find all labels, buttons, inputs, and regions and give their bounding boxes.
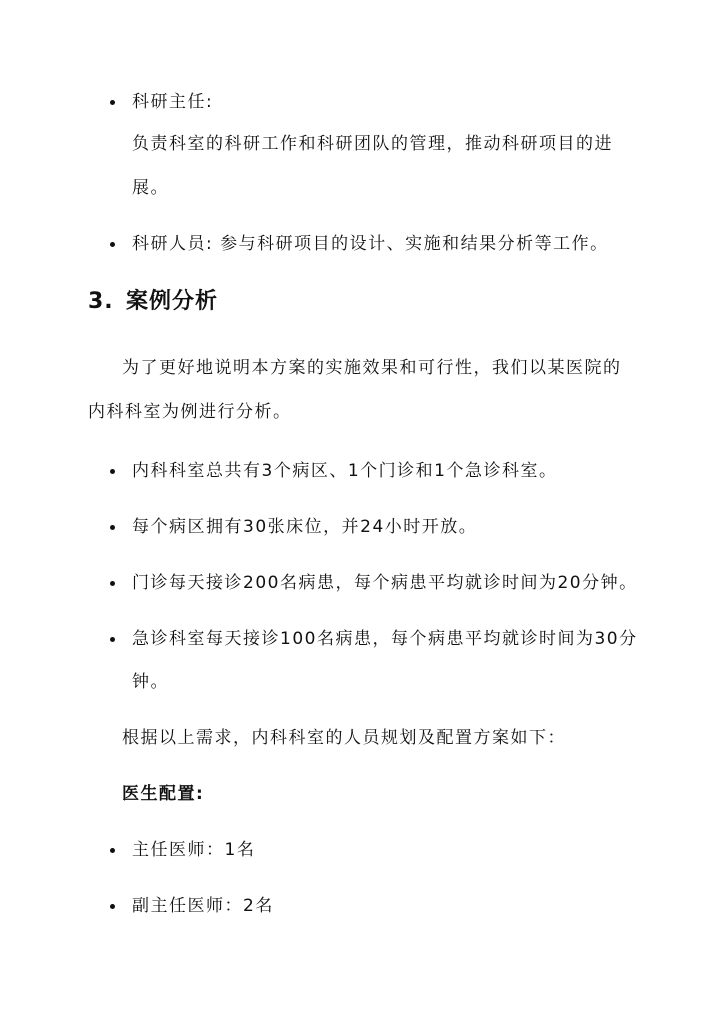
section-title: 案例分析 — [126, 289, 219, 314]
doctor-item-1: 主任医师：1名 — [132, 840, 256, 860]
bullet-research-director: 科研主任: — [132, 92, 214, 112]
bullet-researchers: 科研人员: 参与科研项目的设计、实施和结果分析等工作。 — [132, 234, 609, 254]
section-number: 3. — [88, 289, 114, 314]
bullet-dot — [110, 904, 115, 909]
doctor-item-2: 副主任医师：2名 — [132, 896, 274, 916]
bullet-dot — [110, 100, 115, 105]
case-point-4-cont: 钟。 — [132, 672, 169, 692]
bullet-dot — [110, 242, 115, 247]
bullet-dot — [110, 848, 115, 853]
doctor-config-heading: 医生配置: — [122, 784, 205, 804]
intro-line2: 内科科室为例进行分析。 — [88, 402, 292, 422]
summary-line: 根据以上需求，内科科室的人员规划及配置方案如下： — [122, 728, 566, 748]
intro-line1: 为了更好地说明本方案的实施效果和可行性，我们以某医院的 — [122, 358, 622, 378]
case-point-4: 急诊科室每天接诊100名病患，每个病患平均就诊时间为30分 — [132, 629, 638, 649]
bullet-dot — [110, 469, 115, 474]
bullet-dot — [110, 525, 115, 530]
bullet-dot — [110, 581, 115, 586]
research-director-desc-line1: 负责科室的科研工作和科研团队的管理，推动科研项目的进 — [132, 134, 613, 154]
case-point-2: 每个病区拥有30张床位，并24小时开放。 — [132, 517, 478, 537]
case-point-3: 门诊每天接诊200名病患，每个病患平均就诊时间为20分钟。 — [132, 573, 638, 593]
bullet-dot — [110, 637, 115, 642]
research-director-desc-line2: 展。 — [132, 178, 169, 198]
case-point-1: 内科科室总共有3个病区、1个门诊和1个急诊科室。 — [132, 461, 558, 481]
section-heading — [88, 288, 218, 316]
